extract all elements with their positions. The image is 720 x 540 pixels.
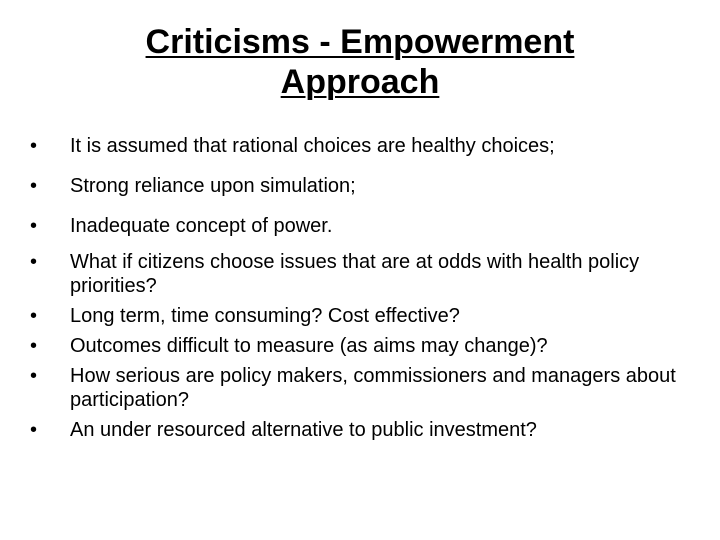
bullet-item	[30, 364, 700, 412]
bullet-item	[30, 134, 700, 158]
bullet-item	[30, 418, 700, 442]
bullet-icon: •	[30, 365, 38, 387]
bullet-icon: •	[30, 215, 38, 237]
bullet-text: Inadequate concept of power.	[70, 215, 333, 237]
bullet-text: Strong reliance upon simulation;	[70, 175, 356, 197]
bullet-text: Outcomes difficult to measure (as aims may change)?	[70, 335, 548, 357]
bullet-item	[30, 174, 700, 198]
bullet-icon: •	[30, 419, 38, 441]
slide-title	[0, 22, 720, 102]
bullet-text: It is assumed that rational choices are healthy choices;	[70, 135, 555, 157]
bullet-item	[30, 214, 700, 238]
bullet-icon: •	[30, 175, 38, 197]
bullet-item	[30, 250, 700, 298]
bullet-item	[30, 334, 700, 358]
bullet-list-secondary	[30, 250, 700, 448]
bullet-icon: •	[30, 135, 38, 157]
bullet-text: An under resourced alternative to public investment?	[70, 419, 537, 441]
bullet-text: What if citizens choose issues that are at odds with health policy priorities?	[70, 251, 640, 297]
bullet-icon: •	[30, 251, 38, 273]
bullet-text: How serious are policy makers, commissioners and managers about participation?	[70, 365, 676, 411]
bullet-list-primary	[30, 134, 700, 254]
bullet-item	[30, 304, 700, 328]
bullet-text: Long term, time consuming? Cost effective?	[70, 305, 460, 327]
bullet-icon: •	[30, 335, 38, 357]
slide-title-line-1: Criticisms - Empowerment	[145, 23, 575, 61]
slide-title-line-2: Approach	[280, 63, 440, 101]
bullet-icon: •	[30, 305, 38, 327]
